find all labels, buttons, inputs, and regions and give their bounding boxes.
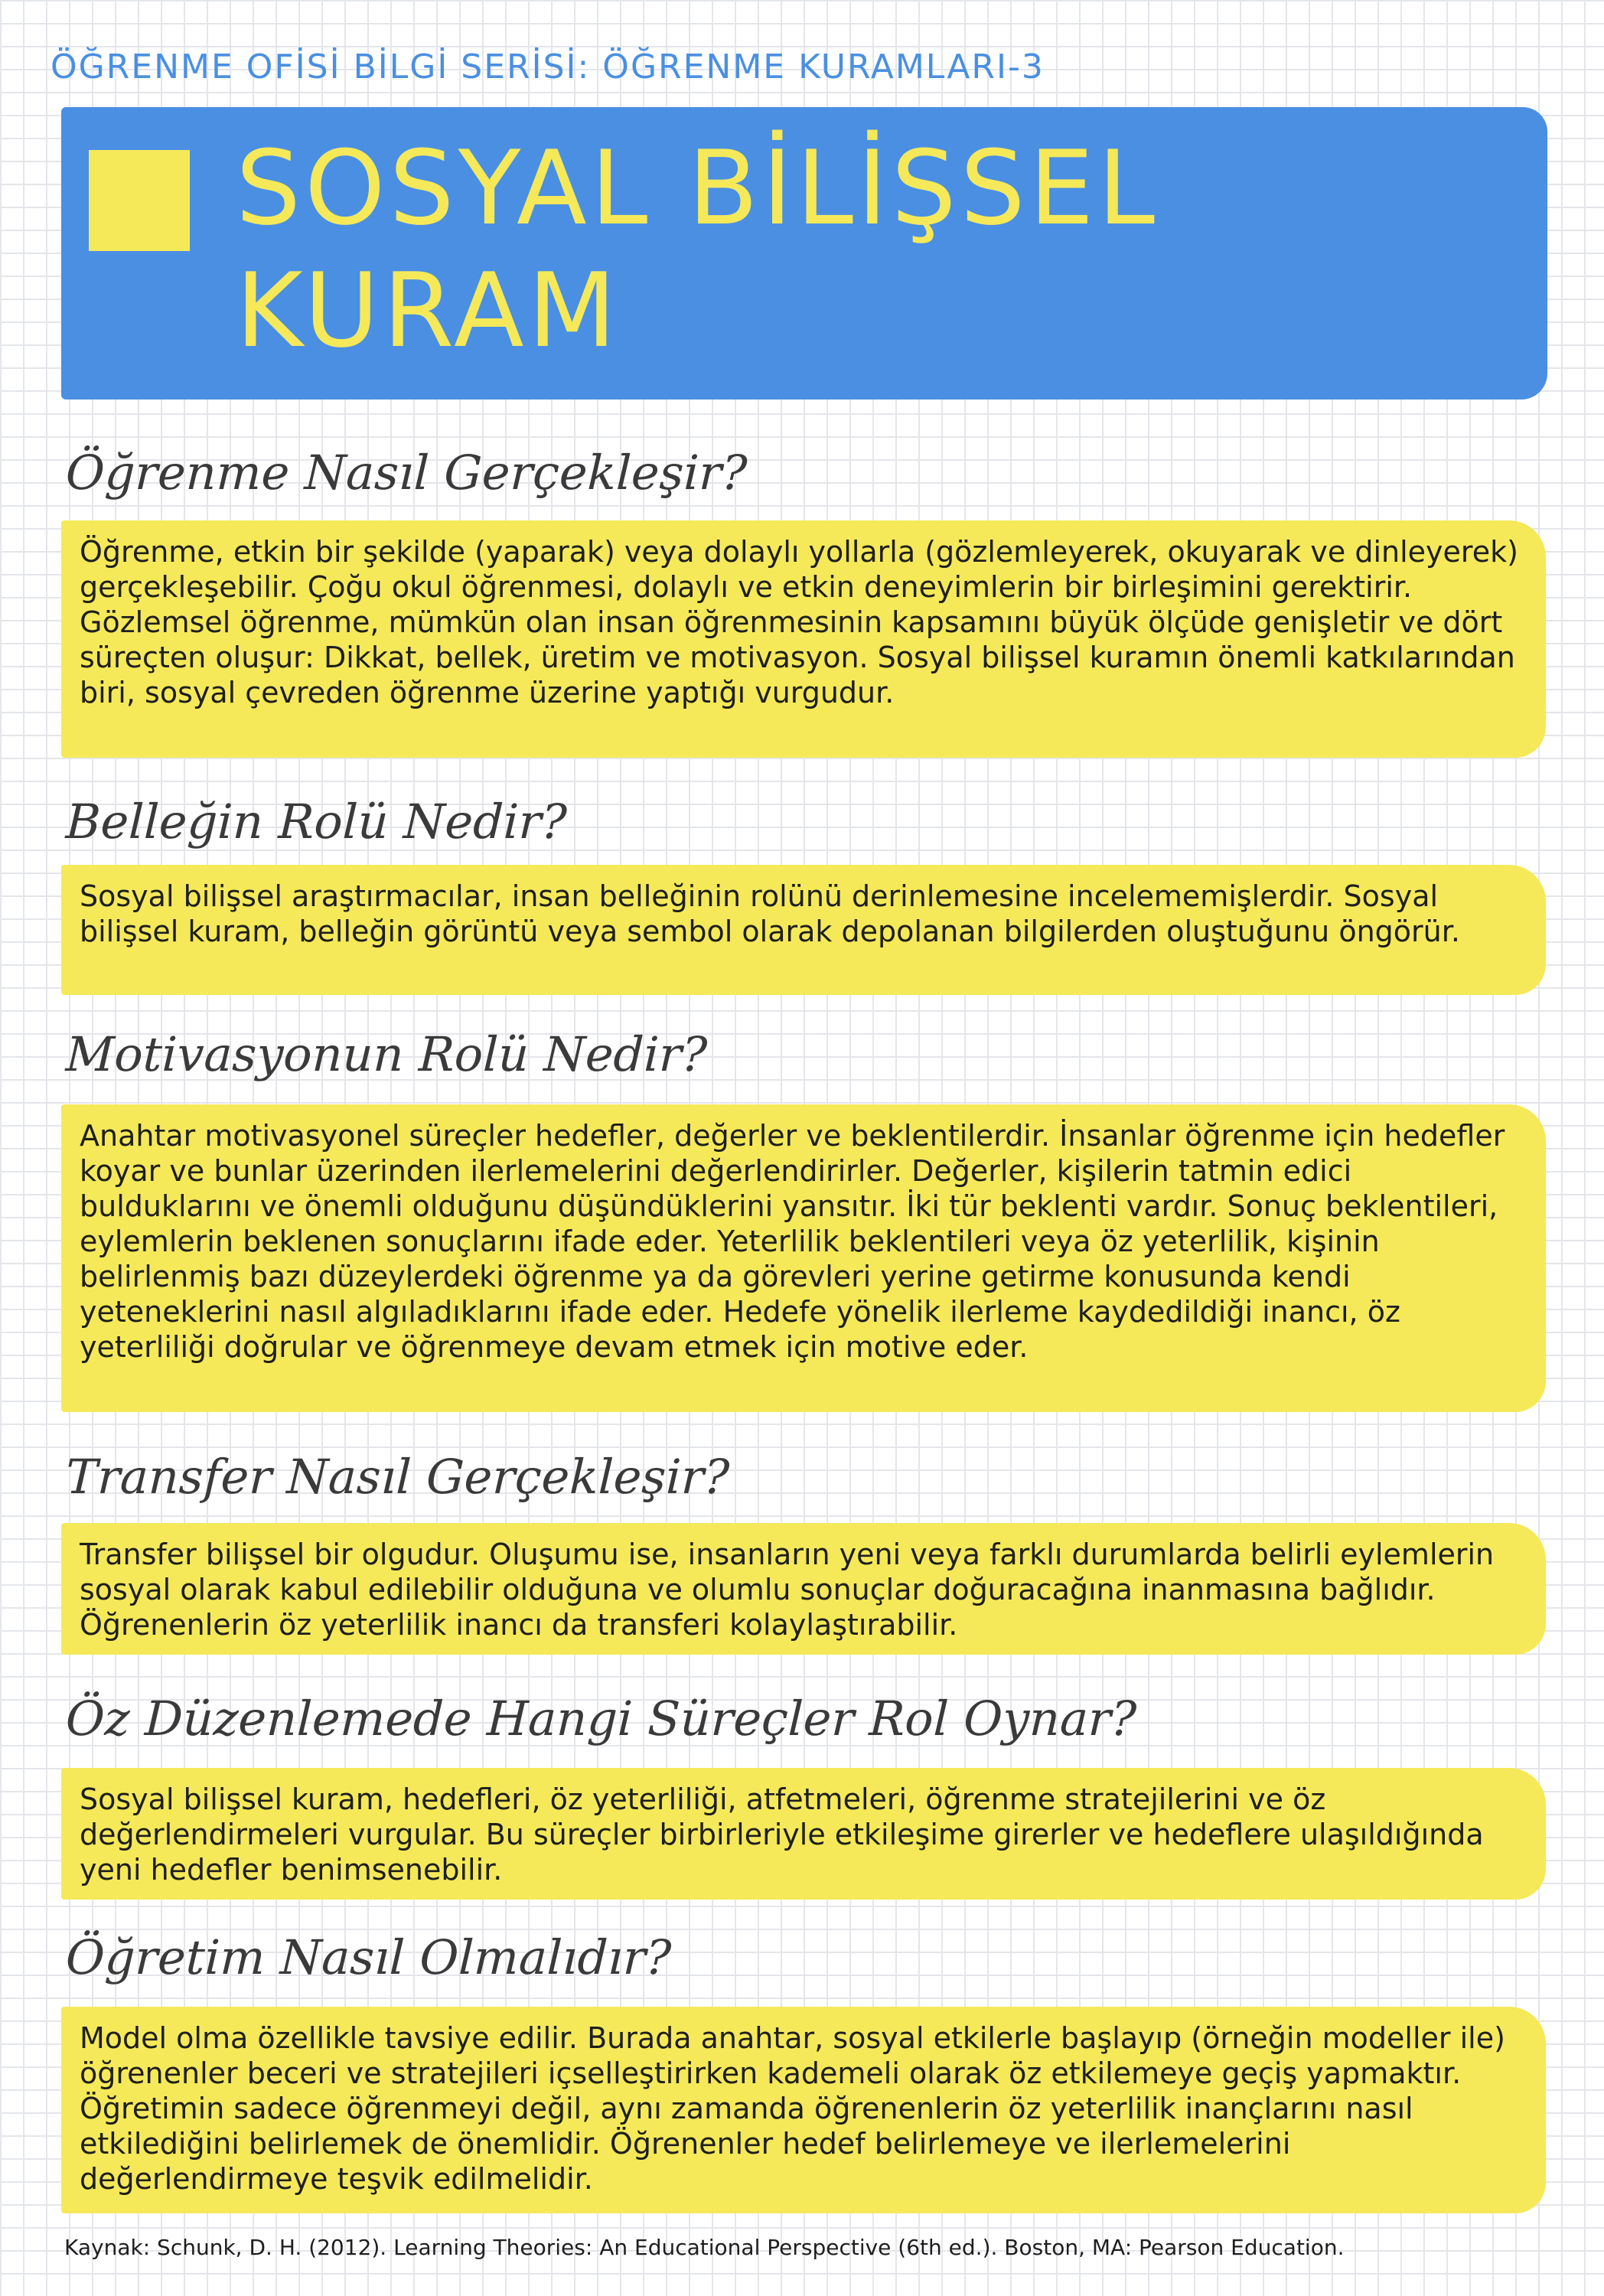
card-text-memory: Sosyal bilişsel araştırmacılar, insan belleğinin rolünü derinlemesine incelememişlerdir. Sosyal bilişsel kuram, belleğin görüntü veya sembol olarak depolanan bilgilerden oluştuğunu öngörür. <box>80 879 1460 948</box>
heading-instruction: Öğretim Nasıl Olmalıdır? <box>64 1929 673 1985</box>
heading-motivation: Motivasyonun Rolü Nedir? <box>64 1026 709 1082</box>
card-learning <box>61 520 1546 758</box>
title-banner <box>61 107 1547 400</box>
card-text-instruction: Model olma özellikle tavsiye edilir. Burada anahtar, sosyal etkilerle başlayıp (örneğin modeller ile) öğrenenler beceri ve stratejileri içselleştirirken kademeli olarak öz etkilemeye geçiş yapmaktır. Öğretimin sadece öğrenmeyi değil, aynı zamanda öğrenenlerin öz yeterlilik inançlarını nasıl etkilediğini belirlemek de önemlidir. Öğrenenler hedef belirlemeye ve ilerlemelerini değerlendirmeye teşvik edilmelidir. <box>80 2021 1505 2196</box>
card-instruction <box>61 2007 1546 2213</box>
heading-learning: Öğrenme Nasıl Gerçekleşir? <box>64 445 748 501</box>
title-line-2: KURAM <box>236 251 621 370</box>
title-line-1: SOSYAL BİLİŞSEL <box>236 129 1159 248</box>
card-motivation <box>61 1104 1546 1412</box>
series-title: ÖĞRENME OFİSİ BİLGİ SERİSİ: ÖĞRENME KURAMLARI-3 <box>51 47 1045 86</box>
card-text-learning: Öğrenme, etkin bir şekilde (yaparak) veya dolaylı yollarla (gözlemleyerek, okuyarak ve dinleyerek) gerçekleşebilir. Çoğu okul öğrenmesi, dolaylı ve etkin deneyimlerin bir birleşimini gerektirir. Gözlemsel öğrenme, mümkün olan insan öğrenmesinin kapsamını büyük ölçüde genişletir ve dört süreçten oluşur: Dikkat, bellek, üretim ve motivasyon. Sosyal bilişsel kuramın önemli katkılarından biri, sosyal çevreden öğrenme üzerine yaptığı vurgudur. <box>80 535 1518 709</box>
card-text-motivation: Anahtar motivasyonel süreçler hedefler, değerler ve beklentilerdir. İnsanlar öğrenme için hedefler koyar ve bunlar üzerinden ilerlemelerini değerlendirirler. Değerler, kişilerin tatmin edici bulduklarını ve önemli olduğunu düşündüklerini yansıtır. İki tür beklenti vardır. Sonuç beklentileri, eylemlerin beklenen sonuçlarını ifade eder. Yeterlilik beklentileri veya öz yeterlilik, kişinin belirlenmiş bazı düzeylerdeki öğrenme ya da görevleri yerine getirme konusunda kendi yeteneklerini nasıl algıladıklarını ifade eder. Hedefe yönelik ilerleme kaydedildiği inancı, öz yeterliliği doğrular ve öğrenmeye devam etmek için motive eder. <box>80 1119 1505 1364</box>
card-self-regulation <box>61 1768 1546 1900</box>
card-transfer <box>61 1523 1546 1655</box>
source-citation: Kaynak: Schunk, D. H. (2012). Learning Theories: An Educational Perspective (6th ed.). Boston, MA: Pearson Education. <box>64 2235 1345 2260</box>
square-icon <box>89 150 190 251</box>
card-text-transfer: Transfer bilişsel bir olgudur. Oluşumu ise, insanların yeni veya farklı durumlarda belirli eylemlerin sosyal olarak kabul edilebilir olduğuna ve olumlu sonuçlar doğuracağına inanmasına bağlıdır. Öğrenenlerin öz yeterlilik inancı da transferi kolaylaştırabilir. <box>80 1538 1495 1642</box>
heading-self-regulation: Öz Düzenlemede Hangi Süreçler Rol Oynar? <box>64 1691 1138 1746</box>
page-title <box>236 127 1159 372</box>
card-text-self-regulation: Sosyal bilişsel kuram, hedefleri, öz yeterliliği, atfetmeleri, öğrenme stratejilerini ve öz değerlendirmeleri vurgular. Bu süreçler birbirleriyle etkileşime girerler ve hedeflere ulaşıldığında yeni hedefler benimsenebilir. <box>80 1782 1484 1887</box>
card-memory <box>61 865 1546 995</box>
heading-memory: Belleğin Rolü Nedir? <box>64 794 568 850</box>
heading-transfer: Transfer Nasıl Gerçekleşir? <box>64 1449 731 1505</box>
